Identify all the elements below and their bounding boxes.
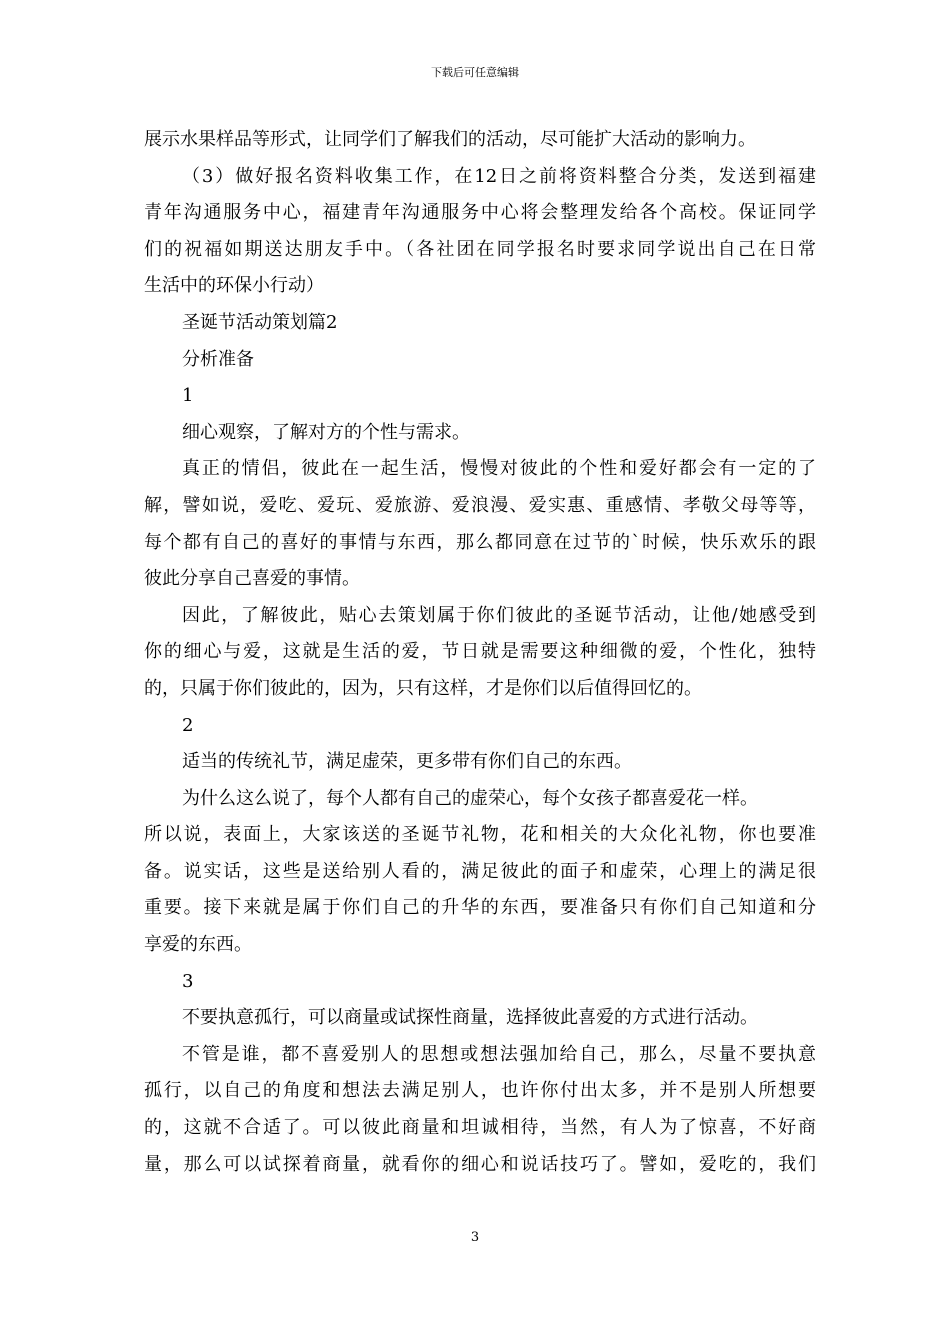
text-line: 彼此分享自己喜爱的事情。 xyxy=(144,568,360,590)
text-line: 重要。接下来就是属于你们自己的升华的东西，要准备只有你们自己知道和分 xyxy=(144,897,816,919)
text-line: 不要执意孤行，可以商量或试探性商量，选择彼此喜爱的方式进行活动。 xyxy=(182,1007,758,1029)
text-line: 真正的情侣，彼此在一起生活，慢慢对彼此的个性和爱好都会有一定的了 xyxy=(182,458,816,480)
text-line: 备。说实话，这些是送给别人看的，满足彼此的面子和虚荣，心理上的满足很 xyxy=(144,860,816,882)
text-line: 孤行，以自己的角度和想法去满足别人，也许你付出太多，并不是别人所想要 xyxy=(144,1080,816,1102)
text-line: 圣诞节活动策划篇2 xyxy=(182,311,338,333)
text-line: 为什么这么说了，每个人都有自己的虚荣心，每个女孩子都喜爱花一样。 xyxy=(182,787,758,809)
text-line: 细心观察，了解对方的个性与需求。 xyxy=(182,421,470,443)
text-line: 1 xyxy=(182,385,194,407)
text-line: 所以说，表面上，大家该送的圣诞节礼物，花和相关的大众化礼物，你也要准 xyxy=(144,824,816,846)
text-line: 适当的传统礼节，满足虚荣，更多带有你们自己的东西。 xyxy=(182,751,632,773)
text-line: 们的祝福如期送达朋友手中。（各社团在同学报名时要求同学说出自己在日常 xyxy=(144,238,816,260)
text-line: 因此，了解彼此，贴心去策划属于你们彼此的圣诞节活动，让他/她感受到 xyxy=(182,604,816,626)
text-line: 的，只属于你们彼此的，因为，只有这样，才是你们以后值得回忆的。 xyxy=(144,677,702,699)
text-line: 展示水果样品等形式，让同学们了解我们的活动，尽可能扩大活动的影响力。 xyxy=(144,129,756,150)
page-number: 3 xyxy=(470,1230,480,1245)
text-line: 青年沟通服务中心，福建青年沟通服务中心将会整理发给各个高校。保证同学 xyxy=(144,202,816,224)
page-header: 下载后可任意编辑 xyxy=(431,66,519,79)
text-line: 你的细心与爱，这就是生活的爱，节日就是需要这种细微的爱，个性化，独特 xyxy=(144,641,816,663)
text-line: 不管是谁，都不喜爱别人的思想或想法强加给自己，那么，尽量不要执意 xyxy=(182,1043,816,1065)
text-line: 分析准备 xyxy=(182,348,254,370)
document-body xyxy=(144,122,816,1183)
text-line: 量，那么可以试探着商量，就看你的细心和说话技巧了。譬如，爱吃的，我们 xyxy=(144,1153,816,1175)
text-line: 每个都有自己的喜好的事情与东西，那么都同意在过节的`时候，快乐欢乐的跟 xyxy=(144,531,816,553)
text-line: 2 xyxy=(182,714,194,736)
text-line: 3 xyxy=(182,970,194,992)
text-line: （3）做好报名资料收集工作，在12日之前将资料整合分类，发送到福建 xyxy=(182,165,816,187)
text-line: 享爱的东西。 xyxy=(144,934,252,956)
text-line: 解，譬如说，爱吃、爱玩、爱旅游、爱浪漫、爱实惠、重感情、孝敬父母等等， xyxy=(144,494,816,516)
text-line: 生活中的环保小行动） xyxy=(144,275,324,297)
text-line: 的，这就不合适了。可以彼此商量和坦诚相待，当然，有人为了惊喜，不好商 xyxy=(144,1117,816,1139)
